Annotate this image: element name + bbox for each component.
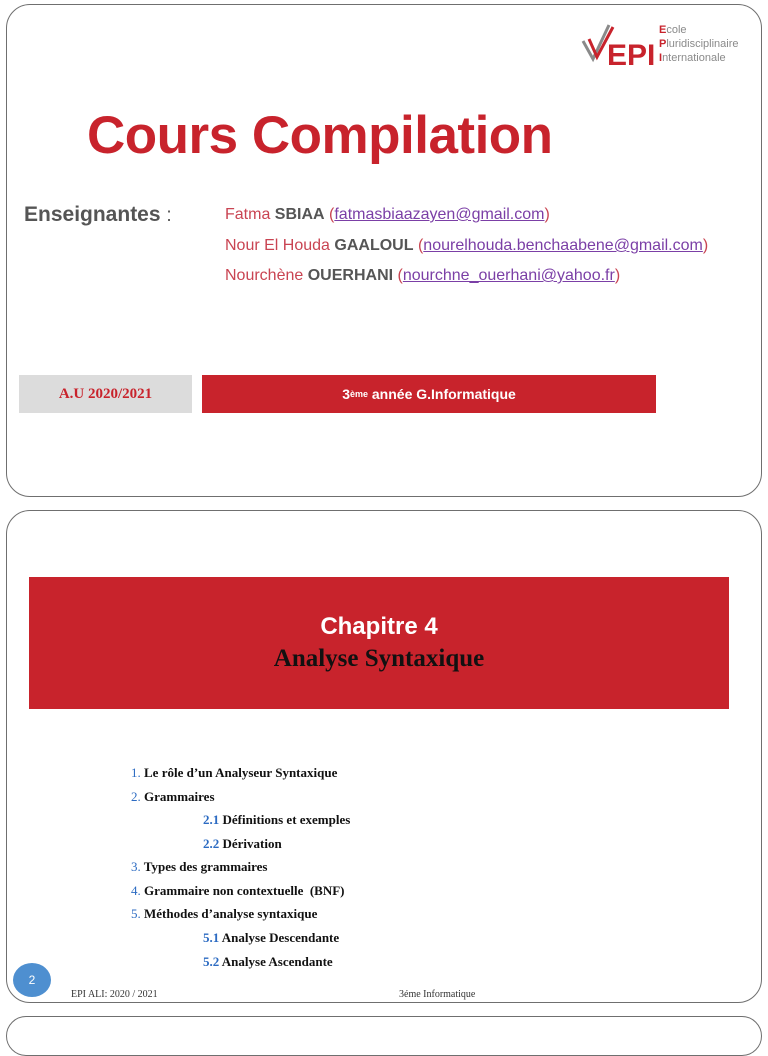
teacher-line: Fatma SBIAA (fatmasbiaazayen@gmail.com) bbox=[225, 206, 550, 223]
slide-next bbox=[6, 1016, 762, 1056]
toc-subitem: 5.1 Analyse Descendante bbox=[203, 930, 340, 945]
epi-logo bbox=[579, 19, 759, 75]
toc-item: 2. Grammaires bbox=[131, 789, 215, 804]
email-link[interactable]: nourelhouda.benchaabene@gmail.com bbox=[423, 237, 703, 254]
chapter-banner bbox=[29, 577, 729, 709]
footer-right: 3éme Informatique bbox=[399, 989, 476, 1000]
academic-year-box: A.U 2020/2021 bbox=[19, 375, 192, 413]
slide-title bbox=[6, 4, 762, 497]
email-link[interactable]: fatmasbiaazayen@gmail.com bbox=[334, 206, 545, 223]
slide-chapter bbox=[6, 510, 762, 1003]
chapter-title: Analyse Syntaxique bbox=[273, 645, 485, 672]
teachers-label: Enseignantes : bbox=[24, 203, 172, 226]
logo-brand: EPI bbox=[607, 39, 656, 71]
toc-item: 1. Le rôle d’un Analyseur Syntaxique bbox=[131, 765, 338, 780]
toc-item: 4. Grammaire non contextuelle (BNF) bbox=[131, 883, 345, 898]
class-year-box: 3 ème année G.Informatique bbox=[202, 375, 656, 413]
toc-subitem: 2.2 Dérivation bbox=[203, 836, 282, 851]
toc-item: 3. Types des grammaires bbox=[131, 859, 268, 874]
teacher-line: Nourchène OUERHANI (nourchne_ouerhani@yahoo.fr) bbox=[225, 267, 621, 284]
teacher-line: Nour El Houda GAALOUL (nourelhouda.benchaabene@gmail.com) bbox=[225, 237, 709, 254]
toc-subitem: 5.2 Analyse Ascendante bbox=[203, 954, 333, 969]
toc-subitem: 2.1 Définitions et exemples bbox=[203, 812, 351, 827]
footer-left: EPI ALI: 2020 / 2021 bbox=[71, 989, 158, 1000]
epi-check-icon bbox=[579, 19, 659, 71]
logo-tagline: Ecole Pluridisciplinaire Internationale bbox=[659, 24, 739, 64]
email-link[interactable]: nourchne_ouerhani@yahoo.fr bbox=[402, 267, 615, 284]
toc-item: 5. Méthodes d’analyse syntaxique bbox=[131, 906, 318, 921]
course-title: Cours Compilation bbox=[87, 106, 553, 165]
page-number-badge: 2 bbox=[13, 963, 51, 997]
chapter-number: Chapitre 4 bbox=[320, 613, 438, 640]
